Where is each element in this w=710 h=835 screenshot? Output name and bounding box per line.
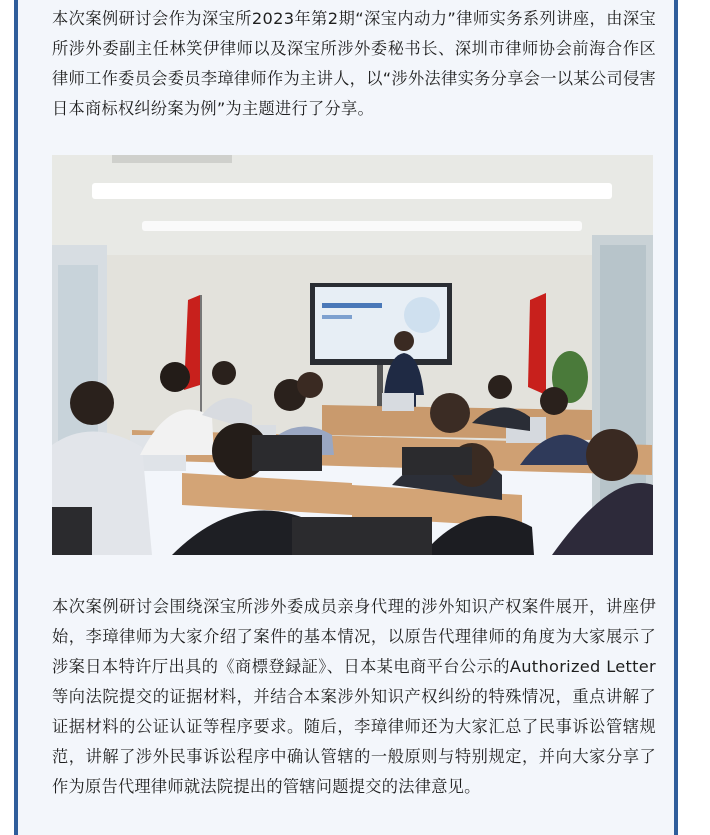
flag-right — [528, 293, 546, 395]
chair-3 — [52, 507, 92, 555]
seminar-photo — [52, 155, 653, 555]
ceiling-light-2 — [142, 221, 582, 231]
flag-pole-left — [200, 295, 202, 415]
ceiling-light-1 — [92, 183, 612, 199]
chair-2 — [292, 517, 432, 555]
chair-1 — [252, 435, 322, 471]
laptop-4 — [382, 393, 414, 411]
ceiling — [52, 155, 653, 265]
chair-4 — [402, 447, 472, 475]
speaker-head — [394, 331, 414, 351]
ceiling-vent — [112, 155, 232, 163]
seminar-photo-illustration — [52, 155, 653, 555]
article-paragraph-intro: 本次案例研讨会作为深宝所2023年第2期“深宝内动力”律师实务系列讲座，由深宝所涉外委副主任林笑伊律师以及深宝所涉外委秘书长、深圳市律师协会前海合作区律师工作委员会委员李璋律师作为主讲人，以“涉外法律实务分享会一以某公司侵害日本商标权纠纷案为例”为主题进行了分享。 — [52, 9, 656, 118]
article-paragraph-detail: 本次案例研讨会围绕深宝所涉外委成员亲身代理的涉外知识产权案件展开，讲座伊始，李璋律师为大家介绍了案件的基本情况，以原告代理律师的角度为大家展示了涉案日本特许厅出具的《商標登録証》、日本某电商平台公示的Authorized Letter等向法院提交的证据材料，并结合本案涉外知识产权纠纷的特殊情况，重点讲解了证据材料的公证认证等程序要求。随后，李璋律师还为大家汇总了民事诉讼管辖规范，讲解了涉外民事诉讼程序中确认管辖的一般原则与特别规定，并向大家分享了作为原告代理律师就法院提出的管辖问题提交的法律意见。 — [52, 597, 656, 796]
table-front — [182, 473, 352, 515]
